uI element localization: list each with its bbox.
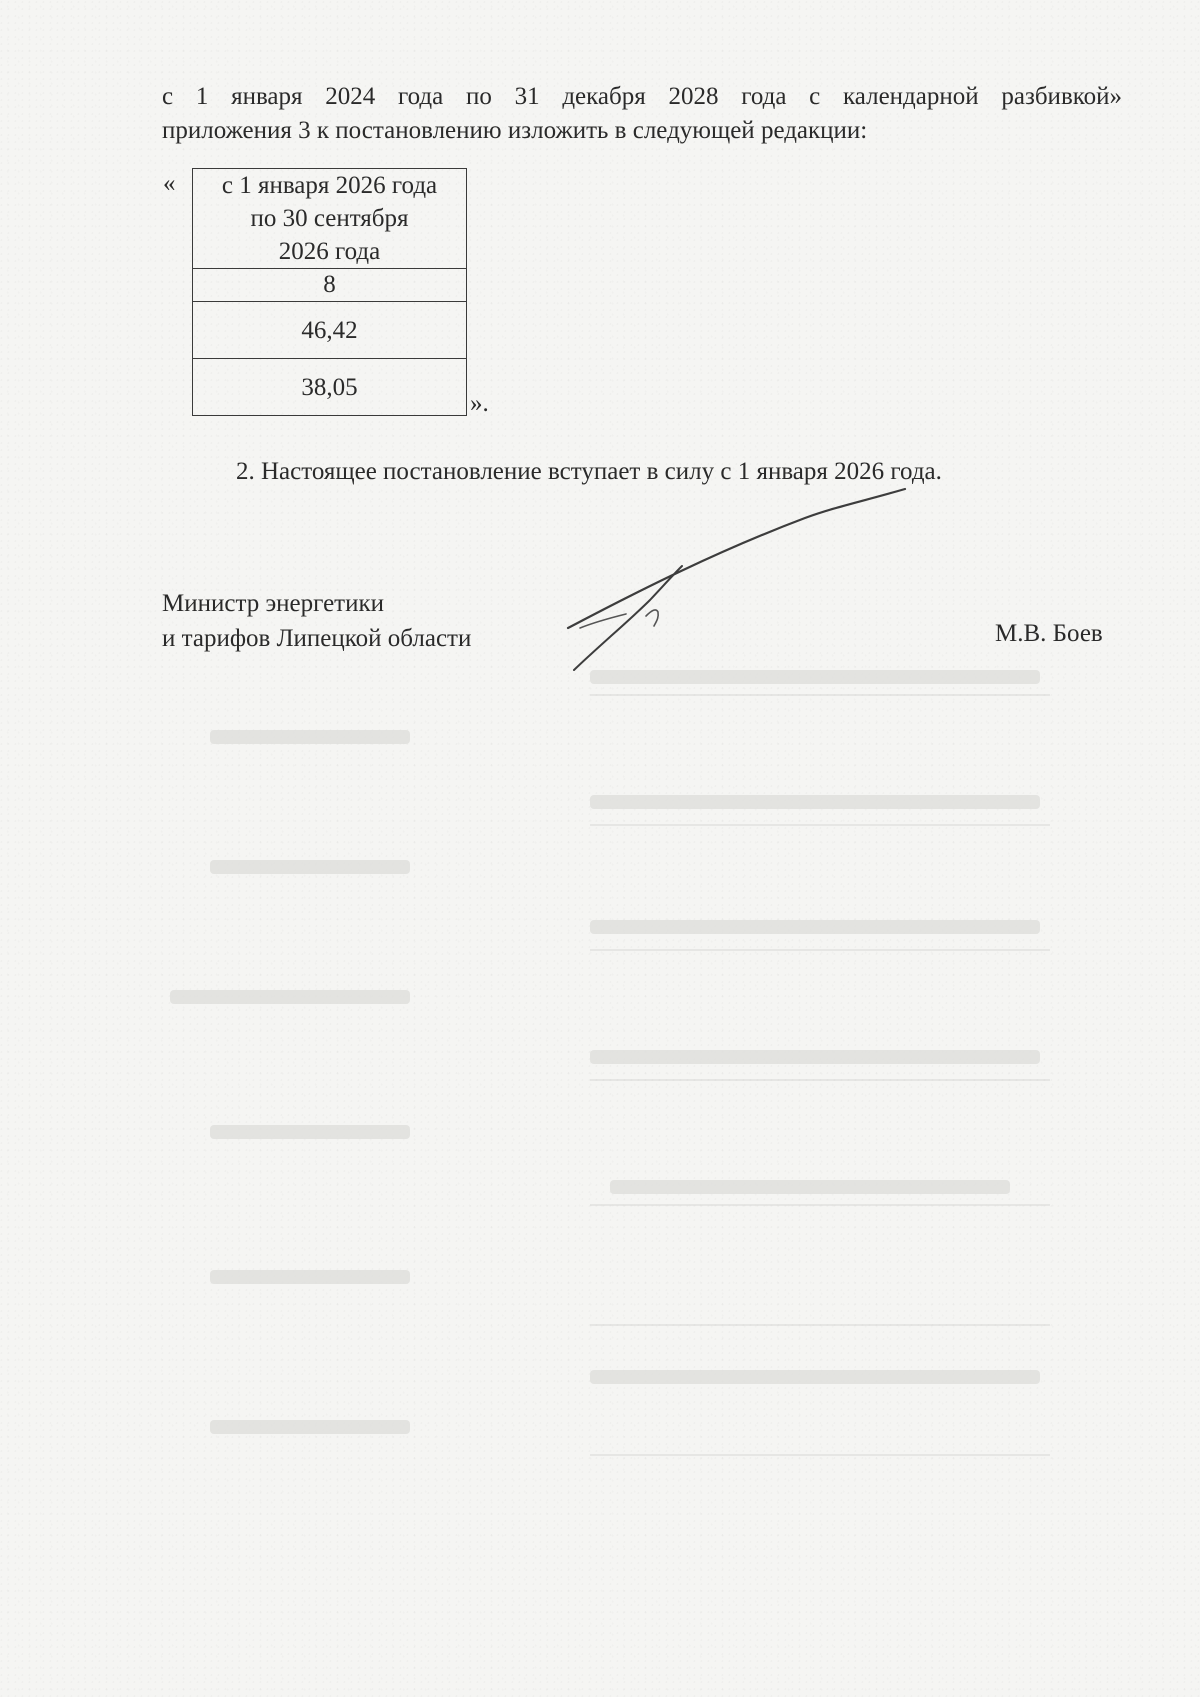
- table-row-value-1: 46,42: [193, 302, 467, 359]
- signatory-title-line2: и тарифов Липецкой области: [162, 625, 472, 652]
- header-line-3: 2026 года: [278, 238, 381, 265]
- closing-quote: ».: [470, 390, 489, 417]
- table-header-cell: [193, 169, 467, 269]
- header-line-1: с 1 января 2026 года: [221, 172, 438, 199]
- handwritten-signature: [560, 480, 920, 690]
- tariff-table: [192, 168, 467, 416]
- header-line-2: по 30 сентября: [250, 205, 409, 232]
- signatory-title: [162, 586, 471, 656]
- bleed-through-texture: [0, 660, 1200, 1560]
- paragraph-continuation-line1: с 1 января 2024 года по 31 декабря 2028 года с календарной разбивкой»: [162, 83, 1122, 110]
- table-row-value-2: 38,05: [193, 359, 467, 416]
- opening-quote: «: [163, 170, 176, 197]
- paragraph-continuation-line2: приложения 3 к постановлению изложить в следующей редакции:: [162, 117, 868, 144]
- table-row-column-number: 8: [193, 269, 467, 302]
- paragraph-effective-date: 2. Настоящее постановление вступает в силу с 1 января 2026 года.: [236, 458, 942, 485]
- signatory-title-line1: Министр энергетики: [162, 590, 384, 617]
- signatory-name: М.В. Боев: [995, 620, 1103, 647]
